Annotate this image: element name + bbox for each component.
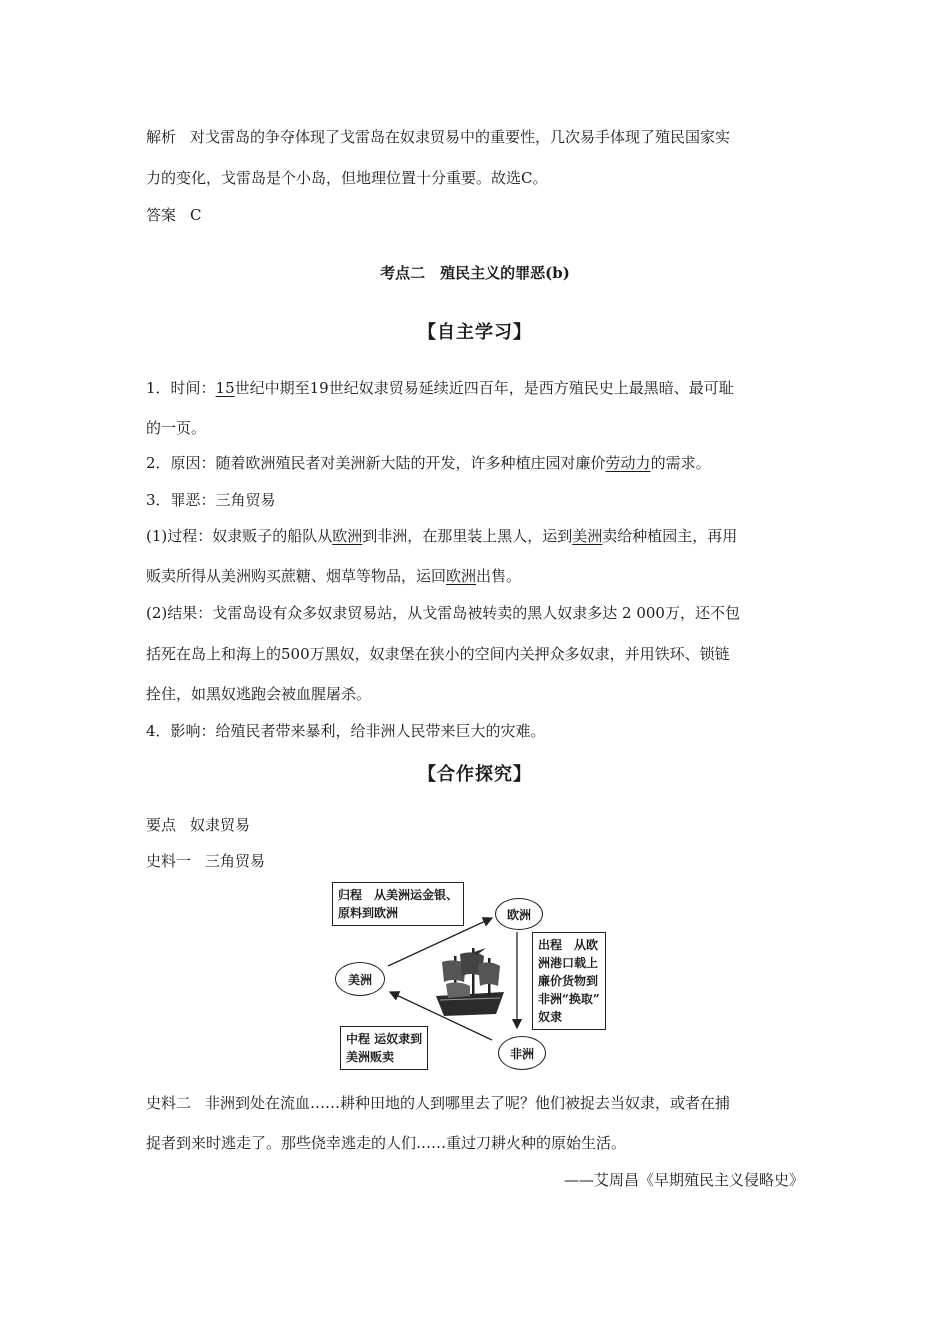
africa-node [498,1036,546,1070]
material2-text-1: 非洲到处在流血……耕种田地的人到哪里去了呢？他们被捉去当奴隶，或者在捕 [205,1094,731,1112]
item3-1-line2-part2: 出售。 [476,567,522,585]
return-box-line-1: 归程 从美洲运金银、 [338,888,459,902]
item1-line-1 [146,378,734,398]
answer-label: 答案 [146,206,177,224]
analysis-label: 解析 [146,128,177,146]
coop-heading: 【合作探究】 [418,764,532,785]
item3-1-blank3: 欧洲 [446,567,477,585]
item3-1-blank2: 美洲 [572,527,603,545]
item4-line: 4．影响：给殖民者带来暴利，给非洲人民带来巨大的灾难。 [146,722,546,740]
item1-rest: 世纪中期至19世纪奴隶贸易延续近四百年，是西方殖民史上最黑暗、最可耻 [234,379,734,397]
analysis-text-1: 对戈雷岛的争夺体现了戈雷岛在奴隶贸易中的重要性，几次易手体现了殖民国家实 [190,128,731,146]
item3-1-line-1 [146,526,737,546]
middle-passage-box [340,1026,428,1070]
item2-blank: 劳动力 [605,454,651,472]
outbound-passage-box [532,932,606,1030]
key-point-text: 奴隶贸易 [190,816,251,834]
section-title: 考点二 殖民主义的罪恶(b) [380,264,570,282]
item3-2-line-1: (2)结果：戈雷岛设有众多奴隶贸易站，从戈雷岛被转卖的黑人奴隶多达 2 000万，还不包 [146,604,740,622]
material2-text-2: 捉者到来时逃走了。那些侥幸逃走的人们……重过刀耕火种的原始生活。 [146,1134,627,1152]
europe-label: 欧洲 [506,907,531,922]
material2-line-1 [146,1093,730,1113]
outbound-line-2: 洲港口载上 [538,956,599,970]
europe-node [495,898,543,930]
item3-2-line-2: 括死在岛上和海上的500万黑奴，奴隶堡在狭小的空间内关押众多奴隶，并用铁环、锁链 [146,645,730,663]
outbound-line-5: 奴隶 [538,1010,563,1024]
item1-line-2: 的一页。 [146,419,207,437]
africa-label: 非洲 [509,1046,534,1061]
material1-line [146,851,265,871]
item1-blank: 15 [215,379,235,397]
outbound-line-4: 非洲“换取” [538,992,600,1006]
america-label: 美洲 [347,972,372,987]
item3-1-line-2 [146,566,521,586]
item1-prefix: 1．时间： [146,379,216,397]
sailing-ship-icon [430,942,510,1022]
item2-prefix: 2．原因：随着欧洲殖民者对美洲新大陆的开发，许多种植庄园对廉价 [146,454,606,472]
item3-1-blank1: 欧洲 [332,527,363,545]
return-passage-box [332,882,464,926]
item3-line: 3．罪恶：三角贸易 [146,491,276,509]
triangle-trade-diagram [320,880,630,1080]
middle-box-line-2: 美洲贩卖 [346,1050,395,1064]
outbound-line-3: 廉价货物到 [538,974,599,988]
america-node [335,962,385,996]
return-box-line-2: 原料到欧洲 [338,906,399,920]
item3-1-line2-part1: 贩卖所得从美洲购买蔗糖、烟草等物品，运回 [146,567,447,585]
outbound-line-1: 出程 从欧 [538,938,599,952]
item2-line [146,453,711,473]
answer-line [146,205,202,225]
analysis-text-2: 力的变化，戈雷岛是个小岛，但地理位置十分重要。故选C。 [146,169,548,187]
item3-1-part1: (1)过程：奴隶贩子的船队从 [146,527,333,545]
item3-2-line-3: 拴住，如黑奴逃跑会被血腥屠杀。 [146,685,372,703]
material1-text: 三角贸易 [205,852,266,870]
analysis-line-1 [146,127,730,147]
key-point-line [146,815,250,835]
answer-value: C [190,206,202,224]
material2-label: 史料二 [146,1094,192,1112]
key-point-label: 要点 [146,816,177,834]
material2-attribution: ——艾周昌《早期殖民主义侵略史》 [563,1171,804,1189]
item3-1-part3: 卖给种植园主，再用 [602,527,738,545]
middle-box-line-1: 中程 运奴隶到 [346,1032,423,1046]
item2-suffix: 的需求。 [650,454,711,472]
item3-1-part2: 到非洲，在那里装上黑人，运到 [362,527,573,545]
material1-label: 史料一 [146,852,192,870]
self-study-heading: 【自主学习】 [418,322,532,343]
